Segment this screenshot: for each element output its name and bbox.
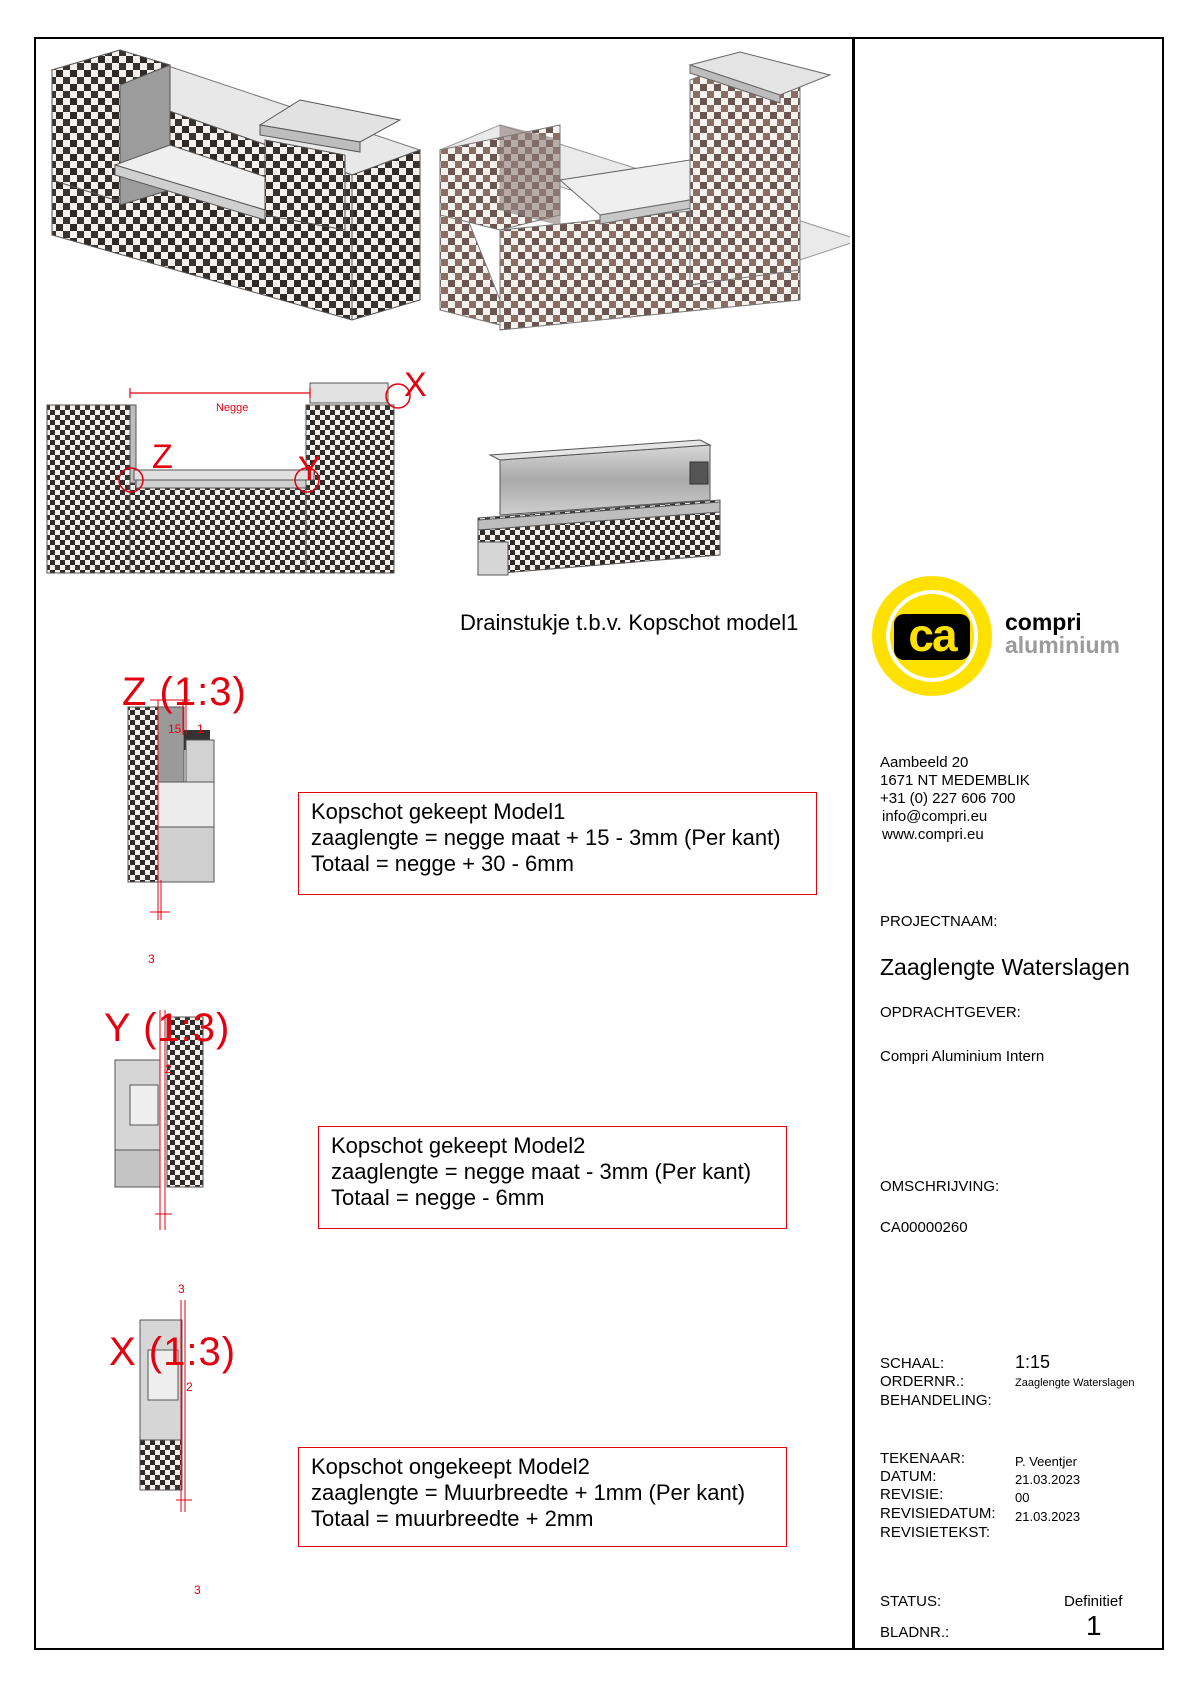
detail-y-title: Y (1:3) (104, 1006, 231, 1050)
logo-name-compri: compri (1005, 609, 1082, 635)
detail-x-title: X (1:3) (109, 1330, 237, 1374)
revisie-label: REVISIE: (880, 1486, 944, 1503)
marker-z: Z (152, 438, 173, 476)
detail-x-note-line-3: Totaal = muurbreedte + 2mm (311, 1506, 594, 1531)
address-line-phone: +31 (0) 227 606 700 (880, 790, 1016, 807)
detail-x-note-line-2: zaaglengte = Muurbreedte + 1mm (Per kant) (311, 1480, 746, 1505)
projectnaam-label: PROJECTNAAM: (880, 913, 998, 930)
schaal-label: SCHAAL: (880, 1355, 945, 1372)
revisie-value: 00 (1015, 1490, 1030, 1505)
revisiedatum-value: 21.03.2023 (1015, 1509, 1081, 1524)
logo-mark: ca (908, 609, 956, 661)
detail-y-dim-2: 2 (165, 1062, 172, 1076)
negge-dimension-label: Negge (216, 402, 249, 414)
logo-name-aluminium: aluminium (1005, 632, 1121, 658)
detail-y-note-line-3: Totaal = negge - 6mm (331, 1185, 545, 1210)
detail-z-dim-15: 15 (168, 722, 182, 736)
status-value: Definitief (1064, 1593, 1123, 1610)
logo-circle (872, 576, 992, 696)
detail-z-title: Z (1:3) (122, 670, 247, 714)
address-line-web: www.compri.eu (882, 826, 984, 843)
detail-z-note-line-1: Kopschot gekeept Model1 (311, 799, 566, 824)
behandeling-label: BEHANDELING: (880, 1392, 992, 1409)
tekenaar-label: TEKENAAR: (880, 1450, 966, 1467)
schaal-value: 1:15 (1015, 1352, 1051, 1372)
projectnaam-value: Zaaglengte Waterslagen (880, 954, 1130, 980)
drain-caption: Drainstukje t.b.v. Kopschot model1 (460, 610, 799, 635)
address-line-city: 1671 NT MEDEMBLIK (880, 772, 1030, 789)
status-label: STATUS: (880, 1593, 942, 1610)
address-line-street: Aambeeld 20 (880, 754, 969, 771)
isometric-view-model2 (440, 52, 850, 330)
detail-y-dim-3: 3 (178, 1282, 185, 1296)
opdrachtgever-value: Compri Aluminium Intern (880, 1048, 1045, 1065)
detail-x-note (298, 1447, 787, 1547)
omschrijving-value: CA00000260 (880, 1219, 968, 1236)
omschrijving-label: OMSCHRIJVING: (880, 1178, 1000, 1195)
address-line-email: info@compri.eu (882, 808, 988, 825)
detail-x-note-line-1: Kopschot ongekeept Model2 (311, 1454, 590, 1479)
detail-z-note-line-3: Totaal = negge + 30 - 6mm (311, 851, 574, 876)
detail-x-dim-3: 3 (194, 1583, 201, 1597)
detail-z-dim-1: 1 (197, 722, 204, 736)
opdrachtgever-label: OPDRACHTGEVER: (880, 1004, 1021, 1021)
revisiedatum-label: REVISIEDATUM: (880, 1505, 996, 1522)
detail-z-note-line-2: zaaglengte = negge maat + 15 - 3mm (Per kant) (311, 825, 781, 850)
bladnr-label: BLADNR.: (880, 1624, 950, 1641)
ordernr-label: ORDERNR.: (880, 1373, 965, 1390)
detail-z-note (298, 792, 817, 895)
isometric-view-model1 (52, 50, 420, 320)
detail-y-note-line-1: Kopschot gekeept Model2 (331, 1133, 586, 1158)
detail-y-note-line-2: zaaglengte = negge maat - 3mm (Per kant) (331, 1159, 752, 1184)
titleblock-divider (852, 37, 855, 1650)
tekenaar-value: P. Veentjer (1015, 1454, 1077, 1469)
bladnr-value: 1 (1086, 1610, 1102, 1641)
detail-y-note (318, 1126, 787, 1229)
datum-label: DATUM: (880, 1468, 937, 1485)
datum-value: 21.03.2023 (1015, 1472, 1081, 1487)
ordernr-value: Zaaglengte Waterslagen (1015, 1377, 1135, 1389)
marker-y: Y (298, 450, 321, 488)
detail-z-dim-3: 3 (148, 952, 155, 966)
address-block (880, 754, 1030, 844)
revisietekst-label: REVISIETEKST: (880, 1524, 991, 1541)
detail-x-dim-2: 2 (186, 1380, 193, 1394)
drain-piece-view (478, 440, 720, 575)
marker-x: X (404, 366, 427, 404)
